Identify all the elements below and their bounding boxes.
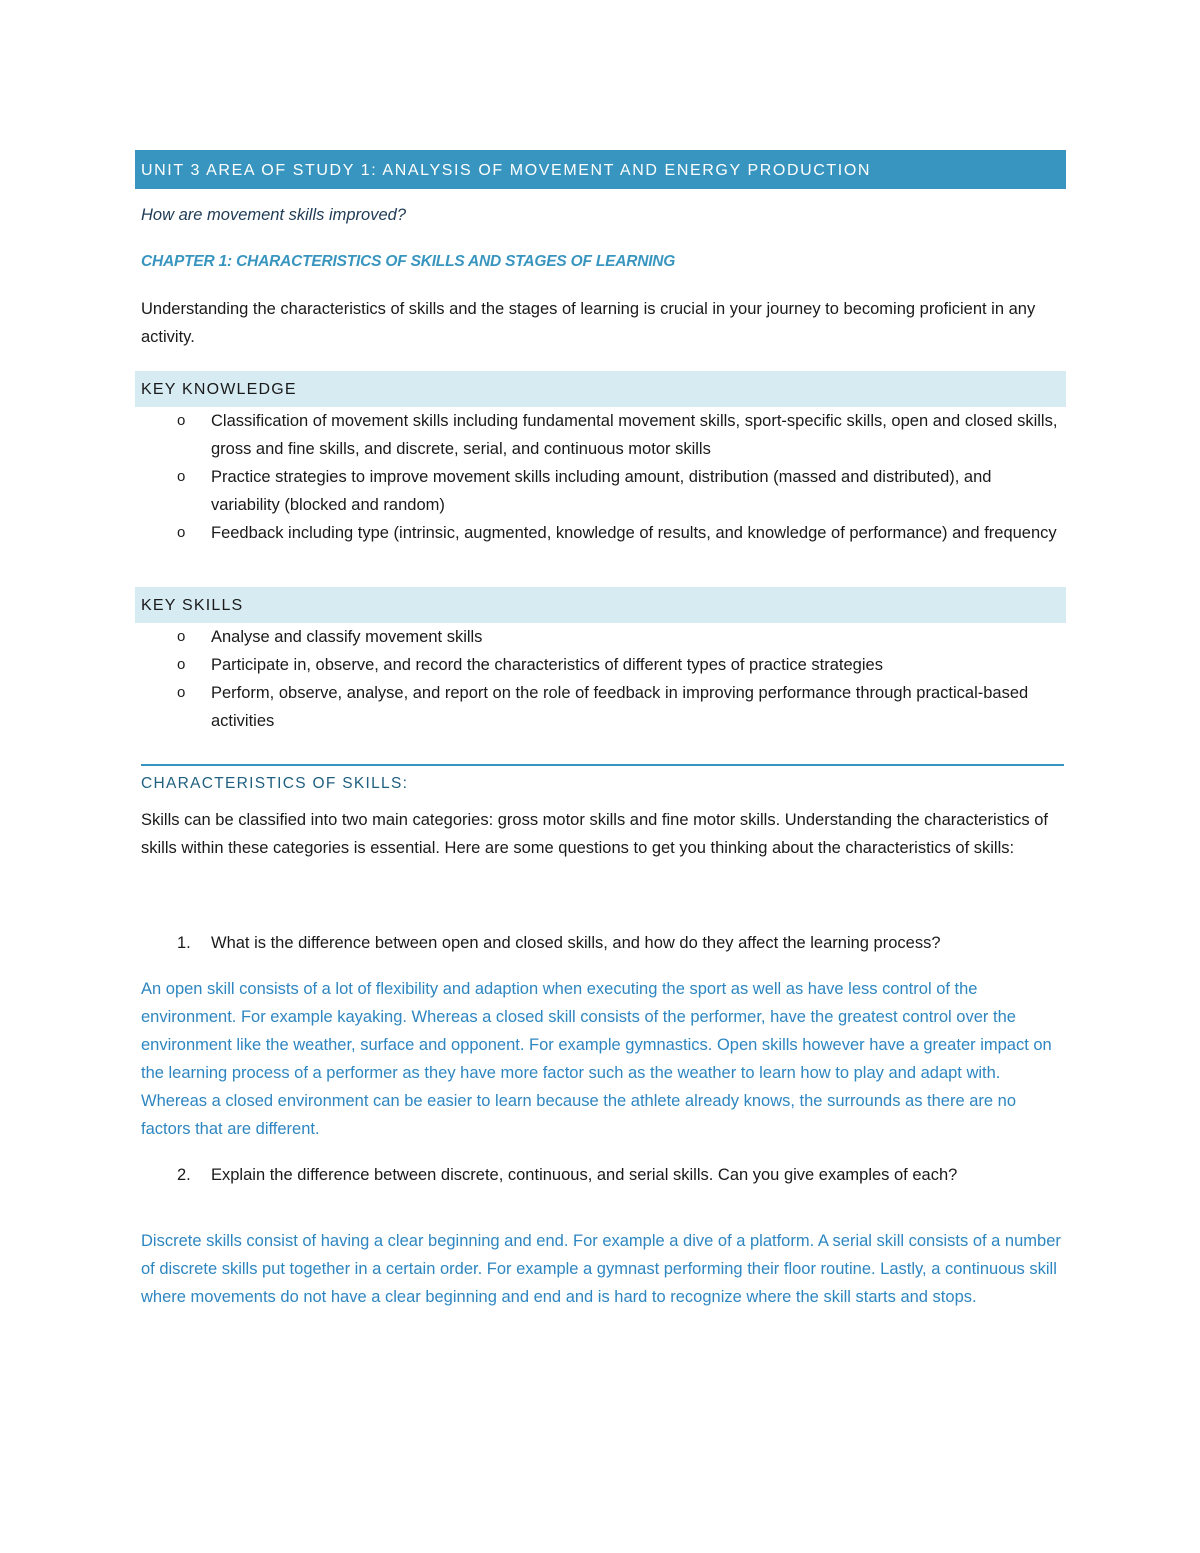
key-skills-list [135, 623, 1066, 735]
list-item-text: Participate in, observe, and record the characteristics of different types of practice strategies [211, 656, 883, 674]
document-content [135, 150, 1066, 1311]
answer-1: An open skill consists of a lot of flexibility and adaption when executing the sport as well as have less control of the environment. For example kayaking. Whereas a closed skill consists of the performer, have the greatest control over the environment like the weather, surface and opponent. For example gymnastics. Open skills however have a greater impact on the learning process of a performer as they have more factor such as the weather to learn how to play and adapt with. Whereas a closed environment can be easier to learn because the athlete already knows, the surrounds as there are no factors that are different. [141, 980, 1052, 1138]
question-number: 2. [177, 1166, 191, 1184]
chapter-title: CHAPTER 1: CHARACTERISTICS OF SKILLS AND STAGES OF LEARNING [141, 253, 676, 270]
bullet-icon: o [177, 656, 186, 673]
list-item [135, 623, 1061, 651]
question-1 [135, 929, 1066, 957]
question-number: 1. [177, 934, 191, 952]
question-text: What is the difference between open and closed skills, and how do they affect the learning process? [211, 934, 941, 952]
list-item-text: Practice strategies to improve movement skills including amount, distribution (massed and distributed), and variability (blocked and random) [211, 468, 992, 514]
question-text: Explain the difference between discrete, continuous, and serial skills. Can you give examples of each? [211, 1166, 958, 1184]
key-knowledge-list [135, 407, 1066, 547]
characteristics-heading: CHARACTERISTICS OF SKILLS: [141, 775, 409, 792]
bullet-icon: o [177, 468, 186, 485]
answer-2: Discrete skills consist of having a clear beginning and end. For example a dive of a platform. A serial skill consists of a number of discrete skills put together in a certain order. For example a gymnast performing their floor routine. Lastly, a continuous skill where movements do not have a clear beginning and end and is hard to recognize where the skill starts and stops. [141, 1232, 1061, 1306]
bullet-icon: o [177, 628, 186, 645]
unit-banner: UNIT 3 AREA OF STUDY 1: ANALYSIS OF MOVEMENT AND ENERGY PRODUCTION [135, 150, 1066, 189]
list-item [135, 407, 1061, 463]
intro-paragraph: Understanding the characteristics of skills and the stages of learning is crucial in your journey to becoming proficient in any activity. [141, 300, 1036, 346]
bullet-icon: o [177, 412, 186, 429]
section-divider [141, 764, 1064, 766]
list-item [135, 463, 1061, 519]
list-item-text: Analyse and classify movement skills [211, 628, 483, 646]
bullet-icon: o [177, 684, 186, 701]
question-2 [135, 1161, 1066, 1189]
list-item [135, 679, 1061, 735]
list-item-text: Feedback including type (intrinsic, augmented, knowledge of results, and knowledge of performance) and frequency [211, 524, 1057, 542]
guiding-question: How are movement skills improved? [141, 206, 407, 224]
list-item [135, 519, 1061, 547]
characteristics-paragraph: Skills can be classified into two main categories: gross motor skills and fine motor skills. Understanding the characteristics of skills within these categories is essential. Here are some questions to get you thinking about the characteristics of skills: [141, 811, 1048, 857]
key-skills-heading: KEY SKILLS [135, 587, 1066, 623]
list-item-text: Classification of movement skills including fundamental movement skills, sport-specific skills, open and closed skills, gross and fine skills, and discrete, serial, and continuous motor skills [211, 412, 1058, 458]
list-item [135, 651, 1061, 679]
bullet-icon: o [177, 524, 186, 541]
list-item-text: Perform, observe, analyse, and report on the role of feedback in improving performance through practical-based activities [211, 684, 1029, 730]
key-knowledge-heading: KEY KNOWLEDGE [135, 371, 1066, 407]
